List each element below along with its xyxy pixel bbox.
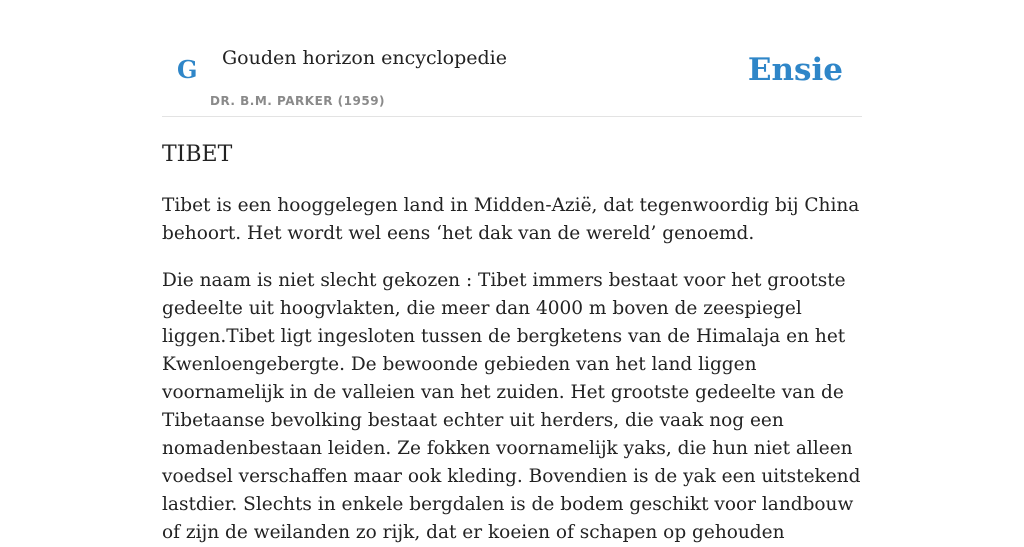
book-title[interactable]: Gouden horizon encyclopedie <box>222 47 507 69</box>
entry-paragraph-1: Tibet is een hooggelegen land in Midden-Azië, dat tegenwoordig bij China behoort. Het wordt wel eens ‘het dak van de wereld’ genoemd. <box>162 195 860 244</box>
header <box>162 0 862 117</box>
book-logo[interactable]: G <box>177 55 198 84</box>
entry-content <box>162 140 862 547</box>
entry-title: TIBET <box>162 142 233 167</box>
brand-logo[interactable]: Ensie <box>747 52 843 88</box>
book-author: DR. B.M. PARKER (1959) <box>210 94 386 108</box>
entry-paragraph-2: Die naam is niet slecht gekozen : Tibet immers bestaat voor het grootste gedeelte uit hoogvlakten, die meer dan 4000 m boven de zeespiegel liggen.Tibet ligt ingesloten tussen de bergketens van de Himalaja en het Kwenloengebergte. De bewoonde gebieden van het land liggen voornamelijk in de valleien van het zuiden. Het grootste gedeelte van de Tibetaanse bevolking bestaat echter uit herders, die vaak nog een nomadenbestaan leiden. Ze fokken voornamelijk yaks, die hun niet alleen voedsel verschaffen maar ook kleding. Bovendien is de yak een uitstekend lastdier. Slechts in enkele bergdalen is de bodem geschikt voor landbouw of zijn de weilanden zo rijk, dat er koeien of schapen op gehouden <box>162 270 861 543</box>
